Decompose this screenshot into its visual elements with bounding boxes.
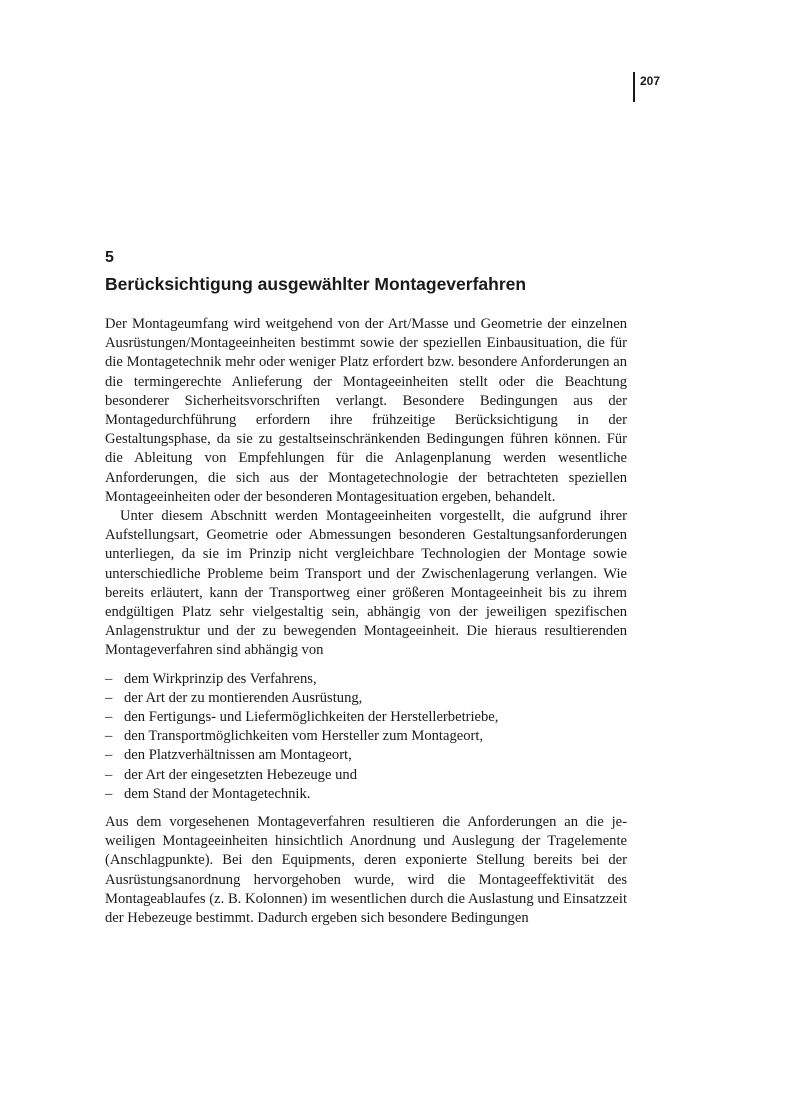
chapter-number: 5: [105, 249, 114, 266]
dependency-list: [105, 670, 627, 804]
list-item: [105, 708, 627, 727]
list-item: [105, 727, 627, 746]
chapter-title: Berücksichtigung ausgewählter Montageverfahren: [105, 274, 527, 294]
list-item: [105, 670, 627, 689]
dash-marker: –: [105, 747, 113, 764]
body-text: [105, 315, 627, 928]
list-item-text: den Fertigungs- und Liefermöglichkeiten der Herstellerbetriebe,: [124, 709, 499, 726]
dash-marker: –: [105, 709, 113, 726]
dash-marker: –: [105, 689, 113, 706]
dash-marker: –: [105, 766, 113, 783]
list-item: [105, 689, 627, 708]
list-item: [105, 785, 627, 804]
dash-marker: –: [105, 670, 113, 687]
paragraph-intro: Der Montageumfang wird weitgehend von der Art/Masse und Geometrie der einzelnen Ausrüstungen/Montageeinheiten bestimmt sowie der speziellen Einbausituation, die für die Montagetechnik mehr oder weniger Platz erfordert bzw. besondere Anforderungen an die termingerechte Anlieferung der Montageeinheiten stellt oder die Beachtung besonderer Sicherheitsvorschriften verlangt. Besondere Bedingungen aus der Montagedurchführung erfordern ihre frühzeitige Berücksichtigung in der Gestaltungsphase, da sie zu gestaltseinschränkenden Bedingungen führen können. Für die Ableitung von Empfehlungen für die Anlagenplanung werden wesentliche Anforderungen, die sich aus der Montagetechnologie der betrachteten speziellen Montageeinheiten oder der besonderen Montagesituation ergeben, behandelt.: [105, 316, 627, 505]
list-item-text: der Art der eingesetzten Hebezeuge und: [124, 766, 357, 783]
dash-marker: –: [105, 785, 113, 802]
list-item-text: dem Stand der Montagetechnik.: [124, 785, 311, 802]
dash-marker: –: [105, 728, 113, 745]
page-number: 207: [633, 72, 660, 102]
paragraph-montageeinheiten: Unter diesem Abschnitt werden Montageeinheiten vorgestellt, die aufgrund ihrer Aufstellungsart, Geometrie oder Abmessungen besonderen Gestaltungsanforderungen unterliegen, da sie im Prinzip nicht vergleichbare Technologien der Montage sowie unterschiedliche Probleme beim Transport und der Zwischenlagerung verlangen. Wie bereits erläutert, kann der Transportweg einer größeren Montageeinheit bis zu ihrem endgültigen Platz sehr vielgestaltig sein, abhängig von der jeweiligen spezifischen Anlagenstruktur und der zu bewegenden Montageeinheit. Die hieraus resultierenden Montageverfahren sind abhängig von: [105, 508, 627, 659]
list-item: [105, 766, 627, 785]
list-item-text: dem Wirkprinzip des Verfahrens,: [124, 670, 317, 687]
paragraph-montageverfahren: Aus dem vorgesehenen Montageverfahren resultieren die Anforderungen an die jeweiligen Montageeinheiten hinsichtlich Anordnung und Auslegung der Tragelemente (Anschlagpunkte). Bei den Equipments, deren exponierte Stellung bereits bei der Ausrüstungsanordnung hervorgehoben wurde, wird die Montageeffektivität des Montageablaufes (z. B. Kolonnen) im wesentlichen durch die Auslastung und Einsatzzeit der Hebezeuge bestimmt. Dadurch ergeben sich besondere Bedingungen: [105, 814, 627, 927]
list-item: [105, 746, 627, 765]
list-item-text: den Platzverhältnissen am Montageort,: [124, 747, 352, 764]
list-item-text: den Transportmöglichkeiten vom Hersteller zum Montageort,: [124, 728, 484, 745]
list-item-text: der Art der zu montierenden Ausrüstung,: [124, 689, 363, 706]
